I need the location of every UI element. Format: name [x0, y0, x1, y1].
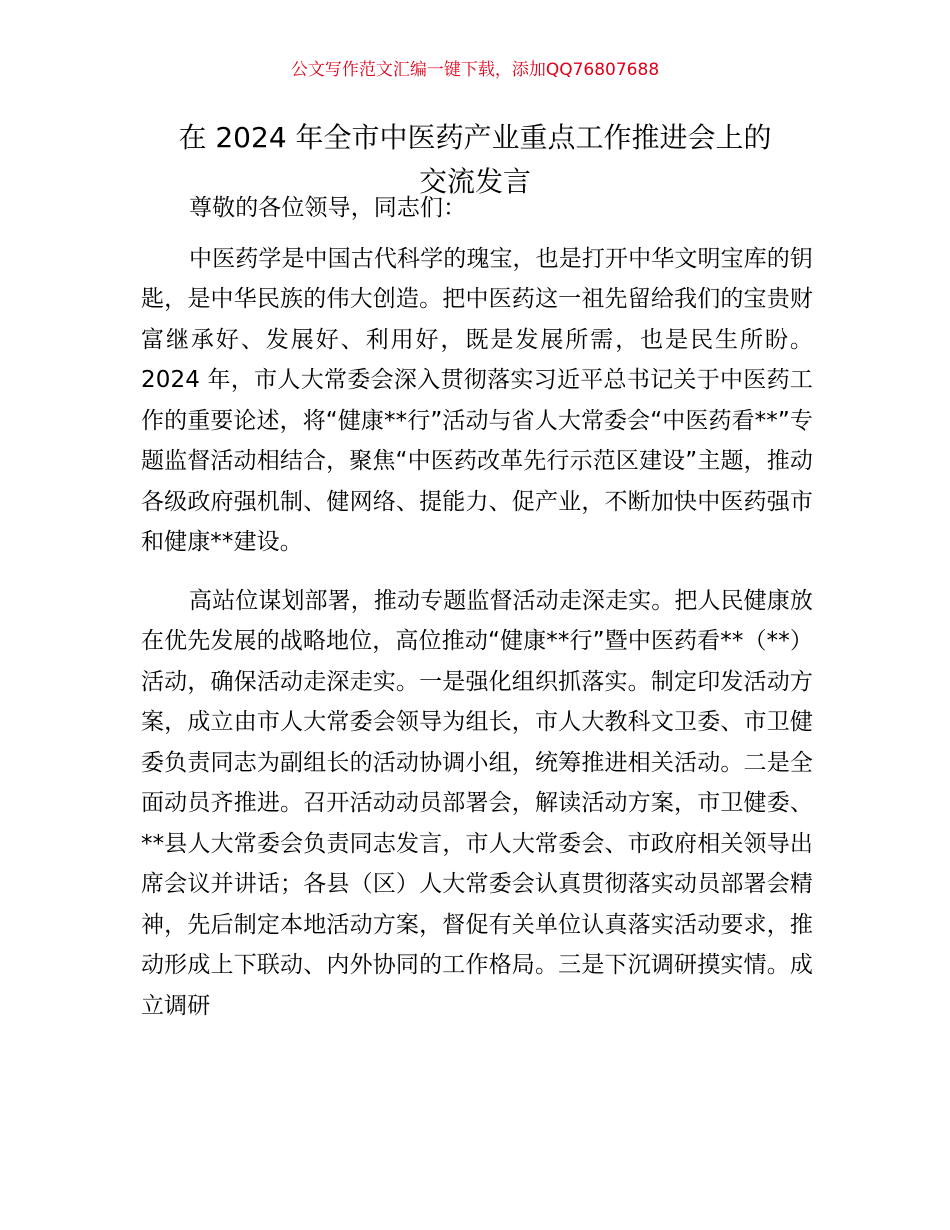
- title-line-2: 交流发言: [418, 165, 531, 198]
- download-ad-banner: 公文写作范文汇编一键下载，添加QQ76807688: [290, 60, 660, 80]
- salutation: 尊敬的各位领导，同志们：: [189, 195, 467, 221]
- title-line-1: 在 2024 年全市中医药产业重点工作推进会上的: [178, 121, 772, 154]
- paragraph-intro: 中医药学是中国古代科学的瑰宝，也是打开中华文明宝库的钥匙，是中华民族的伟大创造。把中医药这一祖先留给我们的宝贵财富继承好、发展好、利用好，既是发展所需，也是民生所盼。2024 年，市人大常委会深入贯彻落实习近平总书记关于中医药工作的重要论述，将“健康**行”活动与省人大常委会“中医药看**”专题监督活动相结合，聚焦“中医药改革先行示范区建设”主题，推动各级政府强机制、健网络、提能力、促产业，不断加快中医药强市和健康**建设。: [141, 245, 813, 555]
- document-body: [141, 188, 813, 1026]
- paragraph-deployment: 高站位谋划部署，推动专题监督活动走深走实。把人民健康放在优先发展的战略地位，高位推动“健康**行”暨中医药看**（**）活动，确保活动走深走实。一是强化组织抓落实。制定印发活动方案，成立由市人大常委会领导为组长，市人大教科文卫委、市卫健委负责同志为副组长的活动协调小组，统筹推进相关活动。二是全面动员齐推进。召开活动动员部署会，解读活动方案，市卫健委、**县人大常委会负责同志发言，市人大常委会、市政府相关领导出席会议并讲话；各县（区）人大常委会认真贯彻落实动员部署会精神，先后制定本地活动方案，督促有关单位认真落实活动要求，推动形成上下联动、内外协同的工作格局。三是下沉调研摸实情。成立调研: [141, 587, 813, 1019]
